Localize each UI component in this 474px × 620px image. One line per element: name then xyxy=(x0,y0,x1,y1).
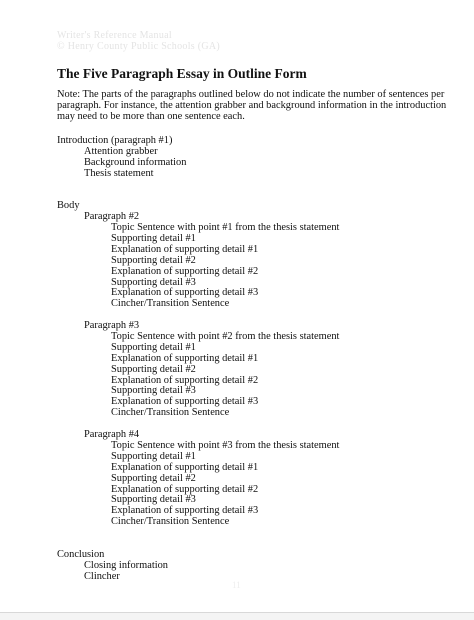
outline-item: Explanation of supporting detail #3 xyxy=(111,505,259,517)
spacer xyxy=(57,539,457,550)
outline-item: Topic Sentence with point #2 from the thesis statement xyxy=(111,331,340,343)
outline-item: Topic Sentence with point #3 from the thesis statement xyxy=(111,439,340,451)
outline-item: Supporting detail #2 xyxy=(111,363,196,375)
outline-item: Clincher xyxy=(84,570,120,582)
outline-item: Cincher/Transition Sentence xyxy=(111,516,230,528)
page-number: 11 xyxy=(232,580,241,590)
note-paragraph xyxy=(57,89,447,123)
watermark-line: © Henry County Public Schools (GA) xyxy=(57,41,221,52)
outline-item: Explanation of supporting detail #1 xyxy=(111,352,259,364)
outline-item: Supporting detail #1 xyxy=(111,233,196,245)
outline-item: Closing information xyxy=(84,559,168,571)
outline-item: Thesis statement xyxy=(84,167,154,179)
body-heading: Body xyxy=(57,200,80,212)
outline-item: Supporting detail #2 xyxy=(111,254,196,266)
watermark-header xyxy=(57,30,220,52)
paragraph-heading: Paragraph #3 xyxy=(84,320,140,332)
note-line: Note: The parts of the paragraphs outlined below do not indicate the number of sentences per xyxy=(57,89,445,100)
outline-item: Background information xyxy=(84,156,187,168)
outline-item: Supporting detail #1 xyxy=(111,450,196,462)
outline-item: Attention grabber xyxy=(84,145,158,157)
watermark-line: Writer's Reference Manual xyxy=(57,30,172,41)
note-line: may need to be more than one sentence each. xyxy=(57,111,245,123)
outline-item: Cincher/Transition Sentence xyxy=(111,298,230,310)
outline-item: Supporting detail #3 xyxy=(111,494,196,506)
spacer xyxy=(57,190,457,201)
paragraph-heading: Paragraph #4 xyxy=(84,429,140,441)
outline-item: Explanation of supporting detail #1 xyxy=(111,243,259,255)
outline-item: Supporting detail #3 xyxy=(111,276,196,288)
outline-item: Explanation of supporting detail #2 xyxy=(111,374,259,386)
outline-item: Explanation of supporting detail #3 xyxy=(111,396,259,408)
outline-item: Supporting detail #1 xyxy=(111,341,196,353)
essay-outline xyxy=(57,136,457,583)
document-title: The Five Paragraph Essay in Outline Form xyxy=(57,66,307,81)
note-line: paragraph. For instance, the attention grabber and background information in the introduction xyxy=(57,100,447,112)
outline-item: Explanation of supporting detail #3 xyxy=(111,287,259,299)
outline-item: Explanation of supporting detail #1 xyxy=(111,461,259,473)
paragraph-heading: Paragraph #2 xyxy=(84,211,140,223)
outline-item: Supporting detail #2 xyxy=(111,472,196,484)
outline-item: Cincher/Transition Sentence xyxy=(111,407,230,419)
outline-item: Topic Sentence with point #1 from the thesis statement xyxy=(111,222,340,234)
introduction-heading: Introduction (paragraph #1) xyxy=(57,135,173,146)
conclusion-heading: Conclusion xyxy=(57,548,105,560)
spacer xyxy=(57,528,457,539)
spacer xyxy=(57,180,457,191)
outline-item: Explanation of supporting detail #2 xyxy=(111,265,259,277)
outline-item: Supporting detail #3 xyxy=(111,385,196,397)
outline-item: Explanation of supporting detail #2 xyxy=(111,483,259,495)
